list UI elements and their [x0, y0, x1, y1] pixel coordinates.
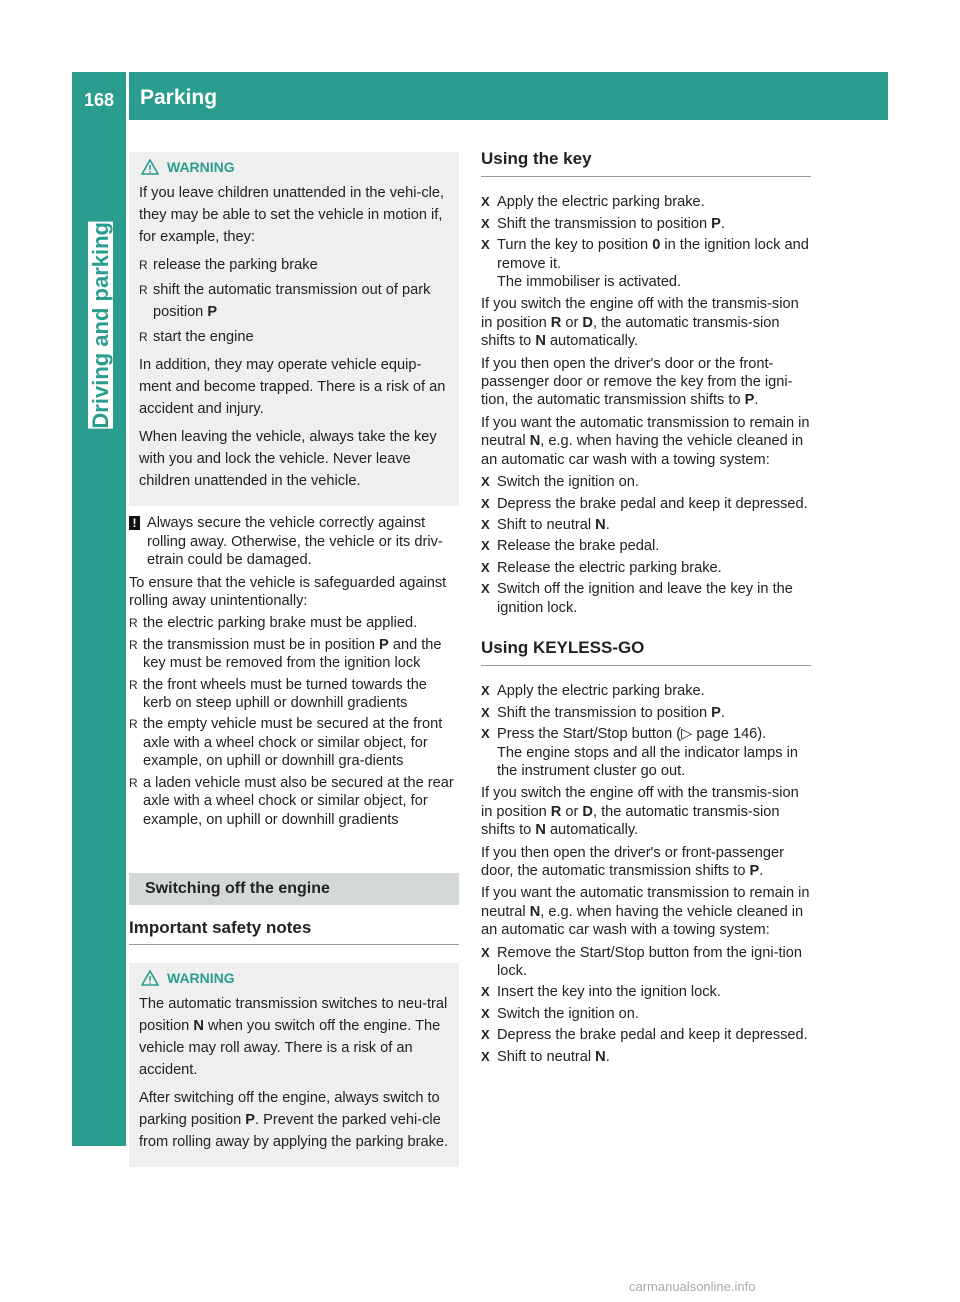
step-item: X Shift the transmission to position P. [481, 704, 725, 721]
step-item: X Shift to neutral N. [481, 1048, 610, 1065]
note-exclamation-icon: ! [129, 516, 140, 530]
warning-header [141, 969, 449, 987]
warning-para: The automatic transmission switches to neu-tral position N when you switch off the engine. The vehicle may roll away. There is a risk of an accident. [139, 996, 448, 1079]
step-arrow-icon: X [481, 559, 490, 575]
warning-box [129, 963, 459, 1167]
step-arrow-icon: X [481, 495, 490, 511]
step-arrow-icon: X [481, 516, 490, 532]
paragraph: If you want the automatic transmission to remain in neutral N, e.g. when having the vehicle cleaned in an automatic car wash with a towing system: [481, 885, 810, 939]
step-list [481, 682, 811, 780]
step-item: X Turn the key to position 0 in the ignition lock and remove it. The immobiliser is activated. [481, 237, 809, 291]
warning-para: In addition, they may operate vehicle equip-ment and become trapped. There is a risk of an accident and injury. [139, 357, 446, 418]
step-arrow-icon: X [481, 237, 490, 253]
warning-list [139, 254, 449, 348]
page-header [72, 72, 888, 120]
step-arrow-icon: X [481, 538, 490, 554]
step-item: X Apply the electric parking brake. [481, 194, 705, 211]
warning-para: When leaving the vehicle, always take the key with you and lock the vehicle. Never leave children unattended in the vehicle. [139, 429, 437, 490]
step-result: The immobiliser is activated. [497, 274, 682, 291]
step-arrow-icon: X [481, 704, 490, 720]
bullet-icon: R [139, 283, 148, 298]
step-item: X Shift to neutral N. [481, 516, 610, 533]
warning-para: After switching off the engine, always switch to parking position P. Prevent the parked vehi-cle from rolling away by applying the parking brake. [139, 1090, 449, 1151]
step-arrow-icon: X [481, 1005, 490, 1021]
page-title: Parking [140, 86, 218, 109]
right-column [481, 150, 811, 1070]
step-arrow-icon: X [481, 726, 490, 742]
bullet-icon: R [129, 616, 138, 631]
paragraph: If you then open the driver's or front-passenger door, the automatic transmission shifts to P. [481, 844, 784, 879]
watermark[interactable]: carmanualsonline.info [629, 1279, 756, 1294]
bullet-icon: R [139, 258, 148, 273]
paragraph: If you switch the engine off with the transmis-sion in position R or D, the automatic transmis-sion shifts to N automatically. [481, 785, 799, 839]
section-heading: Switching off the engine [129, 873, 459, 905]
page-number: 168 [84, 90, 115, 110]
step-item: X Press the Start/Stop button (▷ page 146). The engine stops and all the indicator lamps in the instrument cluster go out. [481, 726, 798, 779]
list-item: R the front wheels must be turned towards the kerb on steep uphill or downhill gradients [129, 676, 427, 712]
step-item: X Apply the electric parking brake. [481, 683, 705, 700]
step-item: X Switch the ignition on. [481, 474, 639, 491]
note-text: Always secure the vehicle correctly against rolling away. Otherwise, the vehicle or its driv-etrain could be damaged. [147, 515, 443, 569]
step-arrow-icon: X [481, 944, 490, 960]
warning-triangle-icon [141, 159, 159, 175]
warning-title: WARNING [167, 159, 235, 175]
bullet-icon: R [139, 330, 148, 345]
section-heading: Using KEYLESS-GO [481, 639, 811, 666]
warning-intro: If you leave children unattended in the vehi-cle, they may be able to set the vehicle in motion if, for example, they: [139, 185, 445, 246]
step-arrow-icon: X [481, 1048, 490, 1064]
step-arrow-icon: X [481, 683, 490, 699]
subsection-heading: Important safety notes [129, 919, 459, 944]
step-item: X Remove the Start/Stop button from the igni-tion lock. [481, 944, 803, 980]
step-item: X Depress the brake pedal and keep it depressed. [481, 1027, 808, 1044]
paragraph: If you want the automatic transmission to remain in neutral N, e.g. when having the vehicle cleaned in an automatic car wash with a towing system: [481, 414, 810, 468]
step-item: X Insert the key into the ignition lock. [481, 984, 721, 1001]
step-item: X Switch off the ignition and leave the key in the ignition lock. [481, 581, 793, 616]
bullet-icon: R [129, 775, 138, 790]
section-heading: Using the key [481, 150, 811, 177]
warning-triangle-icon [141, 970, 159, 986]
list-item: R start the engine [139, 326, 449, 348]
bullet-list [129, 614, 459, 828]
list-item: R release the parking brake [139, 254, 449, 276]
list-item: R the empty vehicle must be secured at the front axle with a wheel chock or similar object, for example, on uphill or downhill gra-dients [129, 716, 443, 770]
bullet-icon: R [129, 677, 138, 692]
warning-title: WARNING [167, 969, 235, 986]
step-list [481, 193, 811, 291]
step-arrow-icon: X [481, 194, 490, 210]
paragraph: If you then open the driver's door or the front-passenger door or remove the key from the igni-tion, the automatic transmission shifts to P. [481, 355, 793, 409]
step-arrow-icon: X [481, 984, 490, 1000]
step-arrow-icon: X [481, 215, 490, 231]
left-column [129, 152, 459, 1175]
note [129, 514, 459, 569]
step-arrow-icon: X [481, 1027, 490, 1043]
step-item: X Switch the ignition on. [481, 1005, 639, 1022]
bullet-icon: R [129, 717, 138, 732]
warning-header [141, 158, 449, 176]
step-list [481, 473, 811, 617]
step-arrow-icon: X [481, 581, 490, 597]
step-item: X Release the brake pedal. [481, 538, 660, 555]
step-list [481, 944, 811, 1066]
step-item: X Shift the transmission to position P. [481, 215, 725, 232]
header-divider [126, 72, 129, 120]
paragraph: If you switch the engine off with the transmis-sion in position R or D, the automatic transmis-sion shifts to N automatically. [481, 296, 799, 350]
list-item: R shift the automatic transmission out of park position P [139, 279, 449, 323]
list-item: R the electric parking brake must be applied. [129, 615, 418, 632]
bullet-icon: R [129, 637, 138, 652]
step-arrow-icon: X [481, 474, 490, 490]
list-item: R a laden vehicle must also be secured at the rear axle with a wheel chock or similar object, for example, on uphill or downhill gradients [129, 774, 454, 828]
step-item: X Release the electric parking brake. [481, 559, 722, 576]
side-tab-label: Driving and parking [88, 222, 113, 429]
page-ref-arrow-icon: ▷ [681, 726, 693, 743]
step-result: The engine stops and all the indicator lamps in the instrument cluster go out. [497, 744, 798, 779]
list-item: R the transmission must be in position P and the key must be removed from the ignition lock [129, 636, 442, 672]
warning-box [129, 152, 459, 506]
step-item: X Depress the brake pedal and keep it depressed. [481, 495, 808, 512]
paragraph: To ensure that the vehicle is safeguarded against rolling away unintentionally: [129, 574, 447, 610]
